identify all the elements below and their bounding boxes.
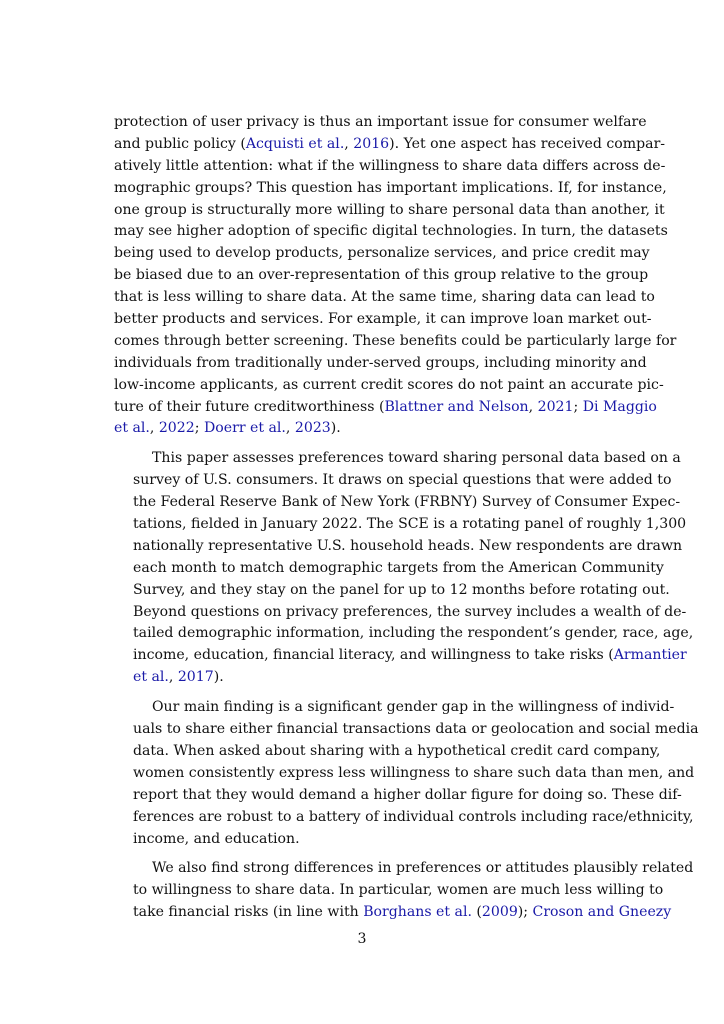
page-number: 3 (357, 931, 367, 947)
citation-link[interactable]: 2021 (537, 398, 574, 415)
text-line (114, 309, 652, 331)
text-run: , (168, 669, 178, 686)
text-run: atively little attention: what if the willingness to share data differs across de- (114, 157, 666, 174)
text-run: each month to match demographic targets from the American Community (133, 559, 664, 576)
text-run: being used to develop products, personalize services, and price credit may (114, 245, 650, 262)
text-run: , (344, 135, 354, 152)
text-line (114, 763, 695, 785)
text-run: may see higher adoption of specific digital technologies. In turn, the datasets (114, 223, 668, 240)
text-line (114, 492, 681, 514)
text-run: , (528, 398, 538, 415)
text-run: mographic groups? This question has important implications. If, for instance, (114, 179, 667, 196)
text-line (114, 265, 649, 287)
text-line (114, 134, 666, 156)
text-run: income, education, financial literacy, and willingness to take risks ( (133, 647, 614, 664)
text-run: We also find strong differences in preferences or attitudes plausibly related (152, 860, 694, 877)
text-run: Beyond questions on privacy preferences, the survey includes a wealth of de- (133, 603, 687, 620)
text-run: to willingness to share data. In particular, women are much less willing to (133, 882, 664, 899)
text-run: Our main finding is a significant gender gap in the willingness of individ- (152, 699, 675, 716)
text-run: This paper assesses preferences toward sharing personal data based on a (152, 450, 681, 467)
paragraph (114, 448, 694, 689)
paragraph (114, 112, 677, 440)
text-line (114, 667, 610, 689)
text-run: and public policy ( (114, 135, 246, 152)
citation-link[interactable]: Borghans et al. (363, 904, 472, 921)
text-line (114, 697, 675, 719)
text-line (114, 807, 694, 829)
text-line (114, 221, 668, 243)
citation-link[interactable]: Doerr et al. (203, 420, 286, 437)
text-run: data. When asked about sharing with a hypothetical credit card company, (133, 742, 661, 759)
text-line (114, 200, 665, 222)
text-line (114, 858, 694, 880)
text-run: women consistently express less willingness to share such data than men, and (133, 764, 695, 781)
text-run: ). (330, 420, 341, 437)
text-run: , (149, 420, 159, 437)
text-line (114, 418, 610, 440)
text-run: ferences are robust to a battery of individual controls including race/ethnicity, (133, 808, 694, 825)
text-run: take financial risks (in line with (133, 904, 364, 921)
citation-link[interactable]: Blattner and Nelson (384, 398, 529, 415)
citation-link[interactable]: 2022 (158, 420, 195, 437)
text-run: low-income applicants, as current credit scores do not paint an accurate pic- (114, 376, 664, 393)
text-line (114, 514, 687, 536)
text-run: report that they would demand a higher dollar figure for doing so. These dif- (133, 786, 682, 803)
citation-link[interactable]: 2016 (353, 135, 390, 152)
citation-link[interactable]: Di Maggio (582, 398, 657, 415)
text-line (114, 375, 664, 397)
citation-link[interactable]: et al. (133, 669, 169, 686)
text-line (114, 112, 647, 134)
text-line (114, 448, 681, 470)
citation-link[interactable]: Armantier (613, 647, 687, 664)
text-run: nationally representative U.S. household heads. New respondents are drawn (133, 537, 683, 554)
text-run: uals to share either financial transactions data or geolocation and social media (133, 721, 699, 738)
text-line (114, 623, 694, 645)
text-run: ; (194, 420, 204, 437)
text-run: be biased due to an over-representation of this group relative to the group (114, 267, 649, 284)
text-run: comes through better screening. These benefits could be particularly large for (114, 332, 677, 349)
text-run: ); (517, 904, 533, 921)
citation-link[interactable]: Croson and Gneezy (532, 904, 672, 921)
text-line (114, 719, 699, 741)
text-run: , (285, 420, 295, 437)
text-run: income, and education. (133, 830, 300, 847)
text-line (114, 602, 687, 624)
text-line (114, 243, 650, 265)
text-run: ture of their future creditworthiness ( (114, 398, 385, 415)
text-run: better products and services. For example, it can improve loan market out- (114, 311, 652, 328)
text-line (114, 156, 666, 178)
paper-body (114, 112, 699, 924)
text-line (114, 645, 687, 667)
text-run: Survey, and they stay on the panel for up to 12 months before rotating out. (133, 581, 670, 598)
paragraph (114, 697, 699, 850)
text-run: that is less willing to share data. At the same time, sharing data can lead to (114, 289, 655, 306)
citation-link[interactable]: 2009 (481, 904, 518, 921)
text-line (114, 902, 672, 924)
text-run: tations, fielded in January 2022. The SCE is a rotating panel of roughly 1,300 (133, 516, 687, 533)
text-line (114, 331, 677, 353)
citation-link[interactable]: 2023 (294, 420, 331, 437)
text-run: tailed demographic information, including the respondent’s gender, race, age, (133, 625, 694, 642)
text-line (114, 536, 683, 558)
text-line (114, 829, 610, 851)
text-run: survey of U.S. consumers. It draws on special questions that were added to (133, 472, 672, 489)
text-run: ( (471, 904, 482, 921)
text-run: protection of user privacy is thus an important issue for consumer welfare (114, 114, 647, 130)
text-line (114, 178, 667, 200)
text-run: individuals from traditionally under-served groups, including minority and (114, 354, 647, 371)
text-line (114, 353, 647, 375)
text-line (114, 287, 655, 309)
citation-link[interactable]: et al. (114, 420, 150, 437)
paragraph (114, 858, 694, 924)
text-run: ). Yet one aspect has received compar- (389, 135, 666, 152)
text-run: one group is structurally more willing to share personal data than another, it (114, 201, 665, 218)
text-line (114, 580, 670, 602)
citation-link[interactable]: Acquisti et al. (245, 135, 345, 152)
text-run: ). (213, 669, 224, 686)
text-line (114, 741, 661, 763)
citation-link[interactable]: 2017 (177, 669, 214, 686)
text-line (114, 880, 664, 902)
text-line (114, 470, 672, 492)
text-line (114, 397, 657, 419)
text-run: ; (573, 398, 583, 415)
text-line (114, 558, 664, 580)
text-line (114, 785, 682, 807)
text-run: the Federal Reserve Bank of New York (FRBNY) Survey of Consumer Expec- (133, 494, 681, 511)
